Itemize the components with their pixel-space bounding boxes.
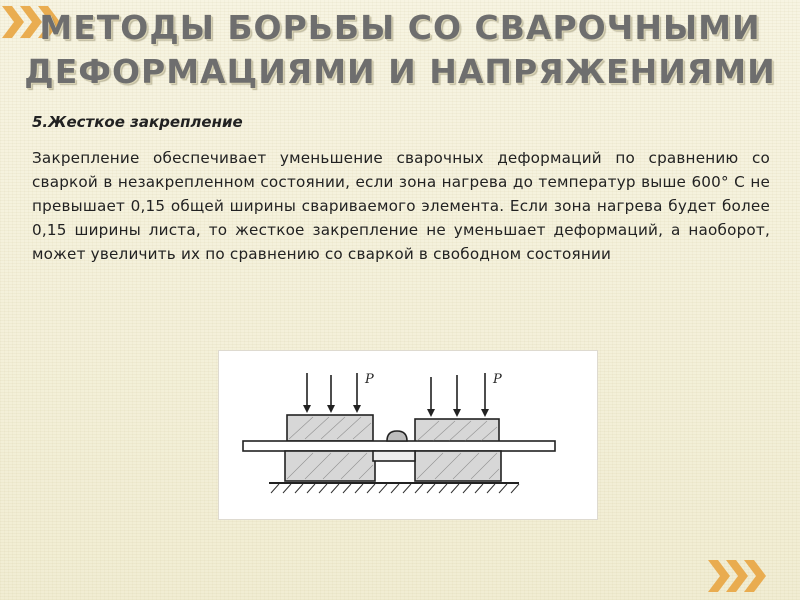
ground-hatching [271, 484, 519, 493]
force-label-right: P [493, 372, 502, 387]
rigid-fixation-diagram [218, 350, 598, 520]
welded-plate [243, 441, 555, 451]
clamp-block-left [287, 415, 373, 441]
chevron-decor-icon [708, 560, 730, 592]
body-paragraph: Закрепление обеспечивает уменьшение сварочных деформаций по сравнению со сваркой в незакрепленном состоянии, если зона нагрева до температур выше 600° С не превышает 0,15 общей ширины свариваемого элемента. Если зона нагрева будет более 0,15 ширины листа, то жесткое закрепление не уменьшает деформаций, а наоборот, может увеличить их по сравнению со сваркой в свободном состоянии [32, 149, 770, 263]
page-title [0, 6, 800, 94]
backing-strip [373, 451, 415, 461]
title-line-2: ДЕФОРМАЦИЯМИ И НАПРЯЖЕНИЯМИ [24, 52, 776, 91]
title-line-1: МЕТОДЫ БОРЬБЫ СО СВАРОЧНЫМИ [39, 8, 761, 47]
section-heading: 5.Жесткое закрепление [32, 113, 243, 131]
slide-content [32, 112, 770, 266]
weld-bead [387, 431, 407, 441]
diagram-svg [219, 351, 597, 519]
force-label-left: P [365, 372, 374, 387]
base-block-right [415, 451, 501, 481]
force-arrows-right [427, 373, 489, 417]
force-arrows-left [303, 373, 361, 413]
